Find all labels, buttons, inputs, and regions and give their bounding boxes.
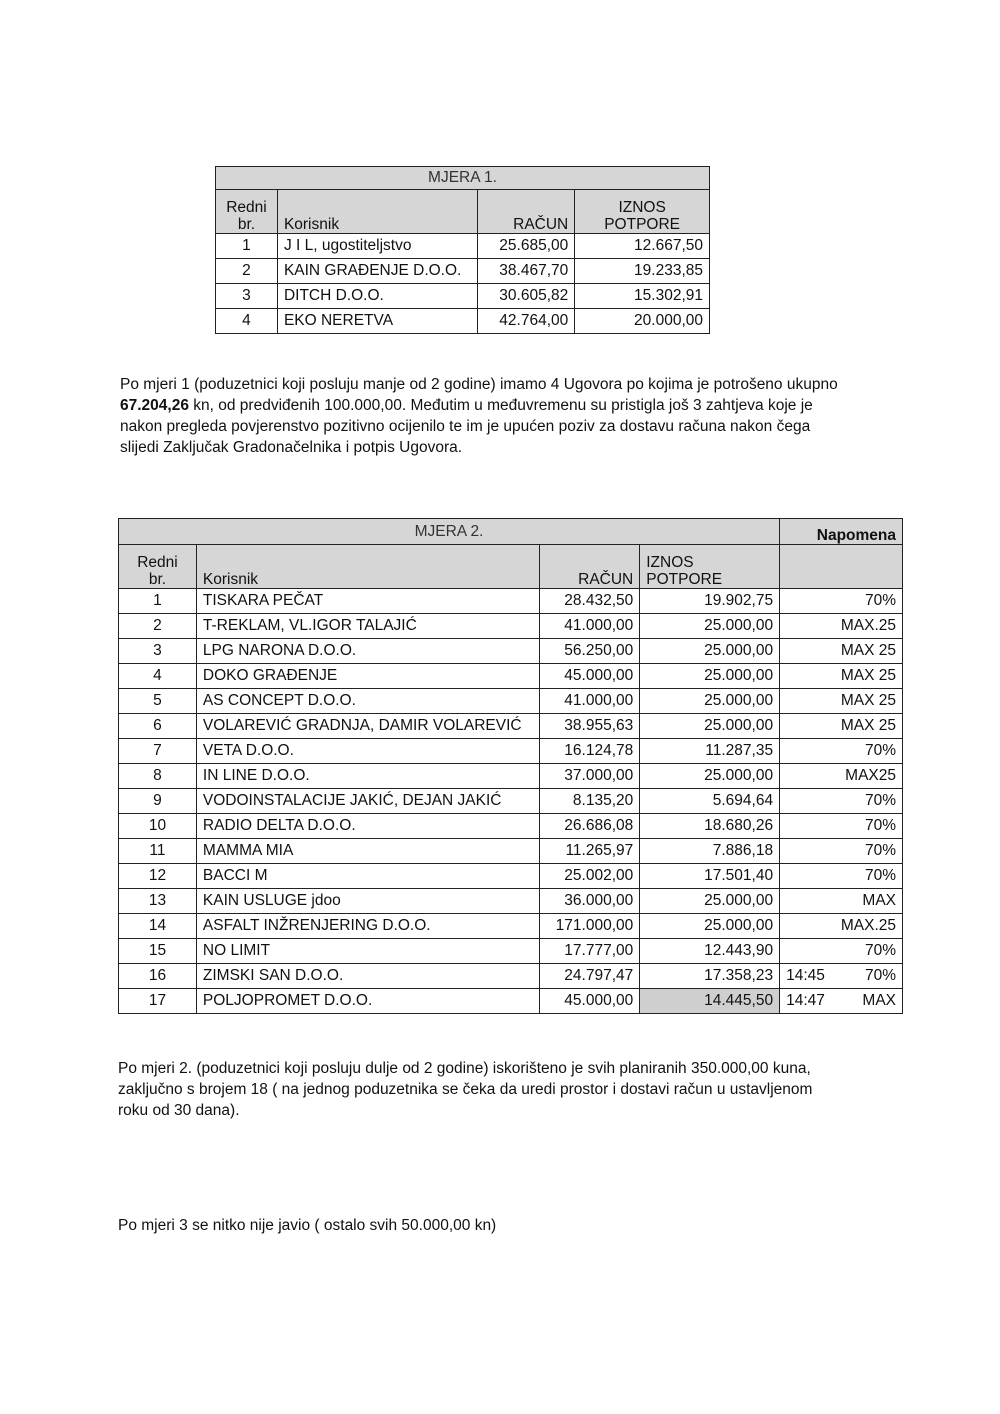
row-note: MAX25 <box>845 767 896 785</box>
row-iznos: 7.886,18 <box>640 839 780 864</box>
table-row <box>119 914 903 939</box>
row-korisnik: J I L, ugostiteljstvo <box>277 234 477 259</box>
row-napomena <box>780 839 903 864</box>
table-row <box>119 964 903 989</box>
row-number: 6 <box>119 714 197 739</box>
row-note: 70% <box>864 817 896 835</box>
row-racun: 17.777,00 <box>540 939 640 964</box>
row-number: 15 <box>119 939 197 964</box>
row-korisnik: POLJOPROMET D.O.O. <box>196 989 539 1014</box>
row-racun: 41.000,00 <box>540 689 640 714</box>
row-korisnik: VODOINSTALACIJE JAKIĆ, DEJAN JAKIĆ <box>196 789 539 814</box>
header-racun: RAČUN <box>540 545 640 589</box>
row-napomena <box>780 989 903 1014</box>
row-number: 4 <box>216 309 278 334</box>
row-note: 70% <box>864 592 896 610</box>
row-note: MAX.25 <box>840 617 896 635</box>
row-racun: 8.135,20 <box>540 789 640 814</box>
table-row <box>119 764 903 789</box>
row-korisnik: MAMMA MIA <box>196 839 539 864</box>
row-iznos: 11.287,35 <box>640 739 780 764</box>
header-korisnik: Korisnik <box>277 190 477 234</box>
row-iznos: 17.501,40 <box>640 864 780 889</box>
row-napomena <box>780 889 903 914</box>
table-row <box>216 284 710 309</box>
row-korisnik: DOKO GRAĐENJE <box>196 664 539 689</box>
row-korisnik: EKO NERETVA <box>277 309 477 334</box>
row-iznos: 19.233,85 <box>575 259 710 284</box>
table-row <box>119 864 903 889</box>
row-korisnik: KAIN GRAĐENJE D.O.O. <box>277 259 477 284</box>
row-napomena <box>780 689 903 714</box>
row-korisnik: VOLAREVIĆ GRADNJA, DAMIR VOLAREVIĆ <box>196 714 539 739</box>
table-row <box>119 589 903 614</box>
paragraph-mjera2: Po mjeri 2. (poduzetnici koji posluju dulje od 2 godine) iskorišteno je svih planiranih 350.000,00 kuna, zaključno s brojem 18 ( na jednog poduzetnika se čeka da uredi prostor i dostavi račun u ustavljenom roku od 30 dana). <box>118 1060 813 1119</box>
row-iznos: 25.000,00 <box>640 639 780 664</box>
row-note: 70% <box>864 967 896 985</box>
row-racun: 25.685,00 <box>478 234 575 259</box>
table-row <box>119 664 903 689</box>
row-racun: 42.764,00 <box>478 309 575 334</box>
row-napomena <box>780 714 903 739</box>
header-redni: Redni br. <box>216 190 278 234</box>
table-row <box>119 714 903 739</box>
row-racun: 11.265,97 <box>540 839 640 864</box>
row-iznos: 5.694,64 <box>640 789 780 814</box>
header-napomena: Napomena <box>780 519 903 545</box>
row-number: 16 <box>119 964 197 989</box>
table-row <box>119 614 903 639</box>
row-racun: 171.000,00 <box>540 914 640 939</box>
row-napomena <box>780 789 903 814</box>
row-number: 3 <box>119 639 197 664</box>
mjera2-table <box>118 518 903 1014</box>
table-row <box>119 814 903 839</box>
row-iznos: 25.000,00 <box>640 689 780 714</box>
row-iznos: 25.000,00 <box>640 914 780 939</box>
row-note: 70% <box>864 942 896 960</box>
row-iznos: 12.443,90 <box>640 939 780 964</box>
table-row <box>119 839 903 864</box>
row-korisnik: ASFALT INŽRENJERING D.O.O. <box>196 914 539 939</box>
row-iznos: 25.000,00 <box>640 664 780 689</box>
table-row <box>119 639 903 664</box>
row-racun: 45.000,00 <box>540 664 640 689</box>
row-racun: 41.000,00 <box>540 614 640 639</box>
table-row <box>119 939 903 964</box>
row-napomena <box>780 639 903 664</box>
row-iznos: 25.000,00 <box>640 714 780 739</box>
row-racun: 36.000,00 <box>540 889 640 914</box>
table-row <box>216 234 710 259</box>
row-number: 12 <box>119 864 197 889</box>
row-iznos: 15.302,91 <box>575 284 710 309</box>
row-iznos: 25.000,00 <box>640 764 780 789</box>
row-napomena <box>780 664 903 689</box>
header-korisnik: Korisnik <box>196 545 539 589</box>
row-number: 9 <box>119 789 197 814</box>
row-number: 3 <box>216 284 278 309</box>
row-racun: 25.002,00 <box>540 864 640 889</box>
table-row <box>119 689 903 714</box>
row-number: 2 <box>216 259 278 284</box>
row-korisnik: IN LINE D.O.O. <box>196 764 539 789</box>
header-redni: Redni br. <box>119 545 197 589</box>
row-racun: 26.686,08 <box>540 814 640 839</box>
row-note: 70% <box>864 792 896 810</box>
row-iznos: 12.667,50 <box>575 234 710 259</box>
row-number: 13 <box>119 889 197 914</box>
row-number: 5 <box>119 689 197 714</box>
row-number: 4 <box>119 664 197 689</box>
row-korisnik: DITCH D.O.O. <box>277 284 477 309</box>
row-korisnik: LPG NARONA D.O.O. <box>196 639 539 664</box>
row-napomena <box>780 739 903 764</box>
row-napomena <box>780 589 903 614</box>
row-number: 2 <box>119 614 197 639</box>
row-napomena <box>780 864 903 889</box>
row-time: 14:45 <box>786 967 825 985</box>
row-note: MAX.25 <box>840 917 896 935</box>
paragraph-mjera3: Po mjeri 3 se nitko nije javio ( ostalo svih 50.000,00 kn) <box>118 1217 497 1234</box>
row-number: 1 <box>216 234 278 259</box>
mjera1-title: MJERA 1. <box>216 167 710 190</box>
row-note: 70% <box>864 742 896 760</box>
row-napomena <box>780 964 903 989</box>
row-racun: 28.432,50 <box>540 589 640 614</box>
header-napomena-empty <box>780 545 903 589</box>
row-note: 70% <box>864 842 896 860</box>
row-racun: 56.250,00 <box>540 639 640 664</box>
row-iznos: 19.902,75 <box>640 589 780 614</box>
row-korisnik: ZIMSKI SAN D.O.O. <box>196 964 539 989</box>
row-napomena <box>780 914 903 939</box>
row-napomena <box>780 764 903 789</box>
mjera1-table <box>215 166 710 334</box>
row-racun: 16.124,78 <box>540 739 640 764</box>
row-iznos: 17.358,23 <box>640 964 780 989</box>
row-iznos: 20.000,00 <box>575 309 710 334</box>
row-korisnik: TISKARA PEČAT <box>196 589 539 614</box>
row-korisnik: VETA D.O.O. <box>196 739 539 764</box>
row-korisnik: AS CONCEPT D.O.O. <box>196 689 539 714</box>
row-korisnik: NO LIMIT <box>196 939 539 964</box>
row-racun: 37.000,00 <box>540 764 640 789</box>
row-note: MAX 25 <box>840 717 896 735</box>
row-time: 14:47 <box>786 992 825 1010</box>
row-korisnik: BACCI M <box>196 864 539 889</box>
row-korisnik: T-REKLAM, VL.IGOR TALAJIĆ <box>196 614 539 639</box>
table-row <box>119 739 903 764</box>
table-row <box>119 989 903 1014</box>
row-napomena <box>780 614 903 639</box>
row-number: 1 <box>119 589 197 614</box>
table-row <box>216 259 710 284</box>
row-note: MAX 25 <box>840 642 896 660</box>
row-racun: 24.797,47 <box>540 964 640 989</box>
row-racun: 38.467,70 <box>478 259 575 284</box>
table-row <box>119 889 903 914</box>
row-korisnik: RADIO DELTA D.O.O. <box>196 814 539 839</box>
row-note: MAX 25 <box>840 692 896 710</box>
row-racun: 38.955,63 <box>540 714 640 739</box>
paragraph-mjera1: Po mjeri 1 (poduzetnici koji posluju manje od 2 godine) imamo 4 Ugovora po kojima je potrošeno ukupno 67.204,26 kn, od predviđenih 100.000,00. Međutim u međuvremenu su pristigla još 3 zahtjeva koje je nakon pregleda povjerenstvo pozitivno ocijenilo te im je upućen poziv za dostavu računa nakon čega slijedi Zaključak Gradonačelnika i potpis Ugovora. <box>120 376 838 456</box>
row-number: 11 <box>119 839 197 864</box>
row-number: 8 <box>119 764 197 789</box>
row-napomena <box>780 939 903 964</box>
row-number: 17 <box>119 989 197 1014</box>
row-note: MAX <box>862 892 896 910</box>
header-iznos: IZNOS POTPORE <box>640 545 780 589</box>
row-racun: 45.000,00 <box>540 989 640 1014</box>
row-iznos: 25.000,00 <box>640 614 780 639</box>
row-iznos: 18.680,26 <box>640 814 780 839</box>
row-number: 10 <box>119 814 197 839</box>
header-racun: RAČUN <box>478 190 575 234</box>
row-racun: 30.605,82 <box>478 284 575 309</box>
mjera2-title: MJERA 2. <box>119 519 780 545</box>
row-note: MAX <box>862 992 896 1010</box>
row-note: 70% <box>864 867 896 885</box>
row-korisnik: KAIN USLUGE jdoo <box>196 889 539 914</box>
row-napomena <box>780 814 903 839</box>
table-row <box>119 789 903 814</box>
row-note: MAX 25 <box>840 667 896 685</box>
header-iznos: IZNOS POTPORE <box>575 190 710 234</box>
row-iznos: 14.445,50 <box>640 989 780 1014</box>
row-number: 14 <box>119 914 197 939</box>
row-number: 7 <box>119 739 197 764</box>
table-row <box>216 309 710 334</box>
row-iznos: 25.000,00 <box>640 889 780 914</box>
